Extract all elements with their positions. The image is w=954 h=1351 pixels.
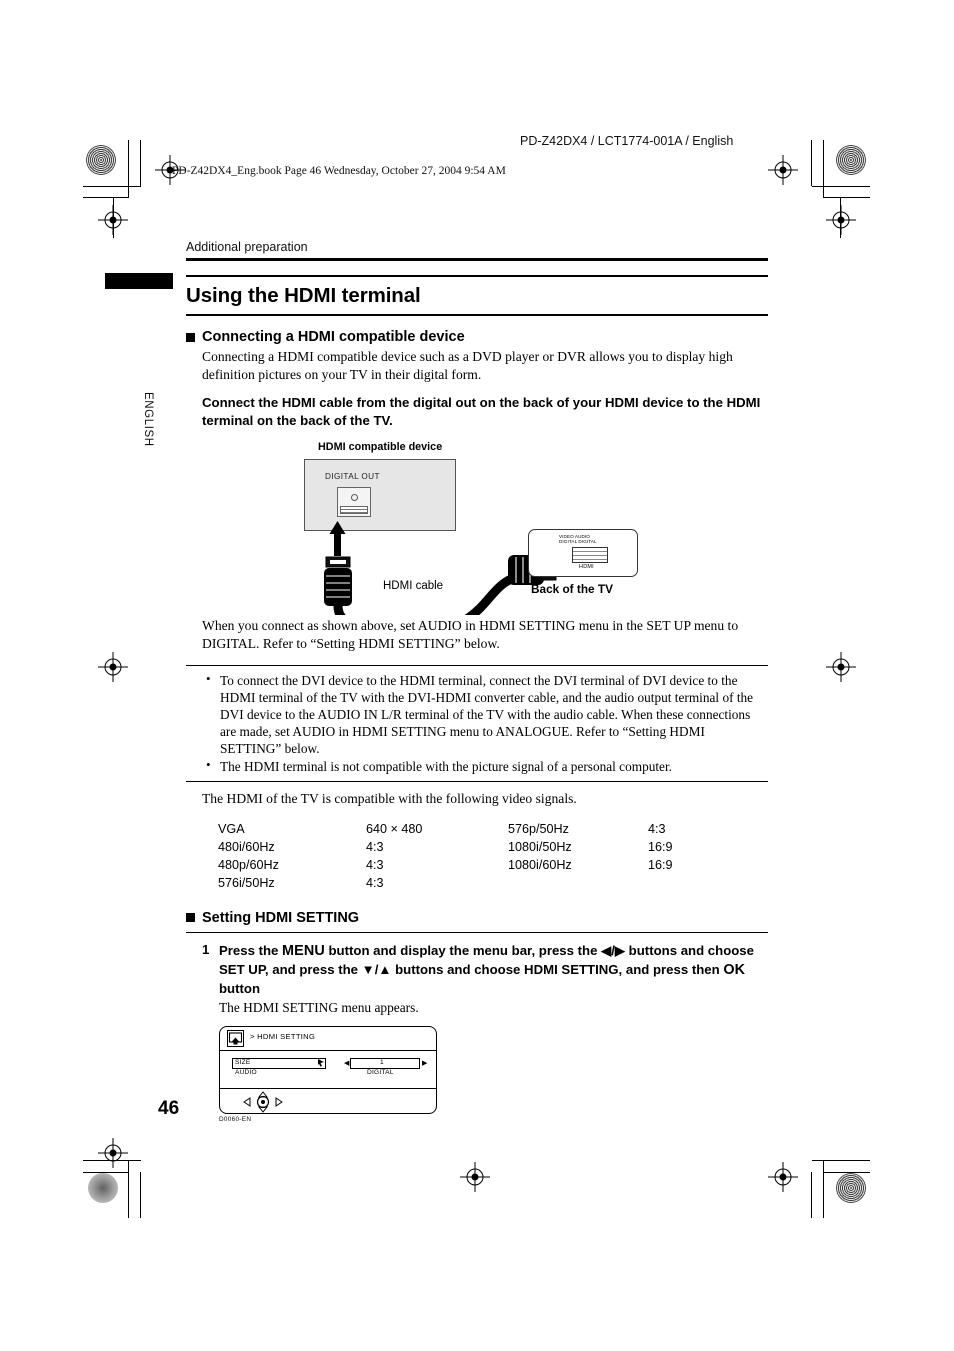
signal-name: VGA: [218, 821, 245, 836]
crop-line: [823, 140, 824, 198]
signal-name: 576p/50Hz: [508, 821, 569, 836]
registration-halftone-bottom-left: [88, 1173, 118, 1203]
signal-ratio: 4:3: [648, 821, 666, 836]
rule-above-title: [186, 275, 768, 277]
crop-line: [113, 198, 114, 238]
signal-name: 1080i/50Hz: [508, 839, 572, 854]
osd-screenshot-wrap: [219, 1026, 437, 1124]
crop-line: [811, 140, 812, 186]
crop-line: [83, 197, 129, 198]
section-heading-setting: [186, 910, 768, 926]
notes-block: [186, 665, 768, 782]
intro-paragraph: Connecting a HDMI compatible device such as a DVD player or DVR allows you to display high definition pictures on your TV in their digital form.: [202, 349, 733, 382]
signal-ratio: 4:3: [366, 857, 384, 872]
crop-line: [812, 1160, 870, 1161]
osd-title: > HDMI SETTING: [250, 1032, 316, 1042]
registration-mark-right-upper: [768, 155, 798, 185]
osd-left-arrow-icon[interactable]: ◀: [344, 1060, 350, 1068]
side-tab-language: ENGLISH: [142, 392, 154, 447]
step-text-part3: button: [219, 980, 261, 996]
registration-halftone-top-right: [836, 145, 866, 175]
signal-name: 480i/60Hz: [218, 839, 275, 854]
notes-bottom-rule: [186, 781, 768, 782]
crop-line: [140, 140, 141, 186]
hdmi-connection-diagram: [186, 437, 768, 615]
registration-mark-left-middle: [98, 652, 128, 682]
registration-mark-right-lower: [768, 1162, 798, 1192]
section-heading-label: Setting HDMI SETTING: [202, 909, 360, 926]
crop-line: [824, 1172, 870, 1173]
note-item: • To connect the DVI device to the HDMI terminal, connect the DVI terminal of DVI device to the HDMI terminal of the TV with the DVI-HDMI converter cable, and the audio output terminal of the DVI device to the AUDIO IN L/R terminal of the TV with the audio cable. When these connections are made, set AUDIO in HDMI SETTING menu to ANALOGUE. Refer to “Setting HDMI SETTING” below.: [204, 672, 768, 757]
step-text-part2: button and display the menu bar, press the ◀/▶ buttons and choose SET UP, and press the ▼/▲ buttons and choose HDMI SETTING, and press then: [219, 942, 754, 977]
section-heading-connecting: [186, 329, 768, 345]
rule-under-title: [186, 314, 768, 316]
section-heading-label: Connecting a HDMI compatible device: [202, 329, 465, 345]
registration-mark-right-top: [826, 205, 856, 235]
crop-line: [840, 198, 841, 238]
after-diagram-paragraph: When you connect as shown above, set AUDIO in HDMI SETTING menu in the SET UP menu to DIGITAL. Refer to “Setting HDMI SETTING” below.: [202, 618, 739, 652]
registration-halftone-bottom-right: [836, 1173, 866, 1203]
crop-line: [812, 186, 870, 187]
signal-name: 576i/50Hz: [218, 875, 275, 890]
video-signal-table: [218, 820, 728, 892]
crop-line: [140, 1172, 141, 1218]
step-result-text: The HDMI SETTING menu appears.: [219, 1000, 419, 1016]
hdmi-cable-label: HDMI cable: [383, 580, 444, 593]
back-of-tv-label: Back of the TV: [531, 582, 613, 597]
signal-name: 1080i/60Hz: [508, 857, 572, 872]
step-1: [202, 942, 768, 998]
menu-button-ref: MENU: [282, 942, 325, 959]
registration-mark-right-middle: [826, 652, 856, 682]
table-row: [218, 838, 728, 856]
step-text: [219, 942, 768, 998]
section-thumb-tab: [105, 273, 173, 289]
ok-button-ref: OK: [723, 961, 746, 978]
signal-ratio: [648, 874, 728, 892]
square-bullet-icon: [186, 913, 195, 922]
running-head: Additional preparation: [186, 240, 308, 254]
osd-row-audio-value[interactable]: DIGITAL: [367, 1069, 394, 1077]
crop-line: [824, 197, 870, 198]
signal-name: 480p/60Hz: [218, 857, 279, 872]
table-intro-paragraph: The HDMI of the TV is compatible with the following video signals.: [202, 790, 577, 806]
dpad-navigation-icon: [242, 1091, 284, 1113]
osd-hdmi-setting-menu: [219, 1026, 437, 1114]
step-text-part1: Press the: [219, 942, 283, 958]
square-bullet-icon: [186, 333, 195, 342]
tv-jack-label-line2: DIGITAL DIGITAL: [559, 539, 597, 545]
osd-row-size-label[interactable]: SIZE: [235, 1059, 251, 1067]
osd-row-audio-label[interactable]: AUDIO: [235, 1069, 257, 1077]
osd-header: [220, 1027, 436, 1051]
table-row: [218, 856, 728, 874]
tv-jack-labels: [559, 534, 597, 544]
registration-mark-left-lower: [98, 1138, 128, 1168]
table-row: [218, 874, 728, 892]
table-row: [218, 820, 728, 838]
page-title: Using the HDMI terminal: [186, 284, 421, 307]
book-print-line: PD-Z42DX4_Eng.book Page 46 Wednesday, October 27, 2004 9:54 AM: [172, 165, 506, 177]
crop-line: [128, 140, 129, 198]
bold-instruction: Connect the HDMI cable from the digital out on the back of your HDMI device to the HDMI terminal on the back of the TV.: [202, 395, 761, 428]
step-number: 1: [202, 941, 210, 957]
page-number: 46: [158, 1098, 180, 1119]
osd-body: [220, 1051, 436, 1089]
osd-cursor-icon: [318, 1059, 325, 1069]
registration-mark-bottom-center: [460, 1162, 490, 1192]
setup-menu-icon: [227, 1030, 244, 1047]
figure-code: D0060-EN: [219, 1116, 252, 1124]
osd-footer: [220, 1089, 436, 1113]
signal-name: [508, 874, 648, 892]
osd-row-size-value[interactable]: 1: [380, 1059, 384, 1067]
tv-hdmi-port-icon: [572, 547, 608, 563]
crop-line: [83, 1160, 141, 1161]
rule-under-setting-heading: [186, 932, 768, 933]
content-column: [186, 240, 768, 1124]
crop-line: [128, 1160, 129, 1218]
signal-ratio: 16:9: [648, 839, 673, 854]
osd-value-field: [350, 1058, 420, 1069]
tv-jack-label-line1: VIDEO AUDIO: [559, 534, 590, 540]
registration-halftone-top-left: [86, 145, 116, 175]
diagram-device-label: HDMI compatible device: [318, 441, 443, 454]
cable-artwork: [186, 437, 768, 615]
digital-out-label: DIGITAL OUT: [325, 472, 380, 482]
osd-right-arrow-icon[interactable]: ▶: [422, 1060, 428, 1068]
tv-hdmi-port-label: HDMI: [579, 564, 594, 571]
crop-line: [823, 1160, 824, 1218]
signal-ratio: 640 × 480: [366, 821, 423, 836]
note-item: • The HDMI terminal is not compatible with the picture signal of a personal computer.: [204, 758, 768, 775]
tv-back-panel: [528, 529, 638, 577]
signal-ratio: 16:9: [648, 857, 673, 872]
signal-ratio: 4:3: [366, 839, 384, 854]
signal-ratio: 4:3: [366, 875, 384, 890]
crop-line: [811, 1172, 812, 1218]
document-id-header: PD-Z42DX4 / LCT1774-001A / English: [520, 134, 734, 148]
crop-line: [83, 186, 141, 187]
crop-line: [83, 1172, 129, 1173]
